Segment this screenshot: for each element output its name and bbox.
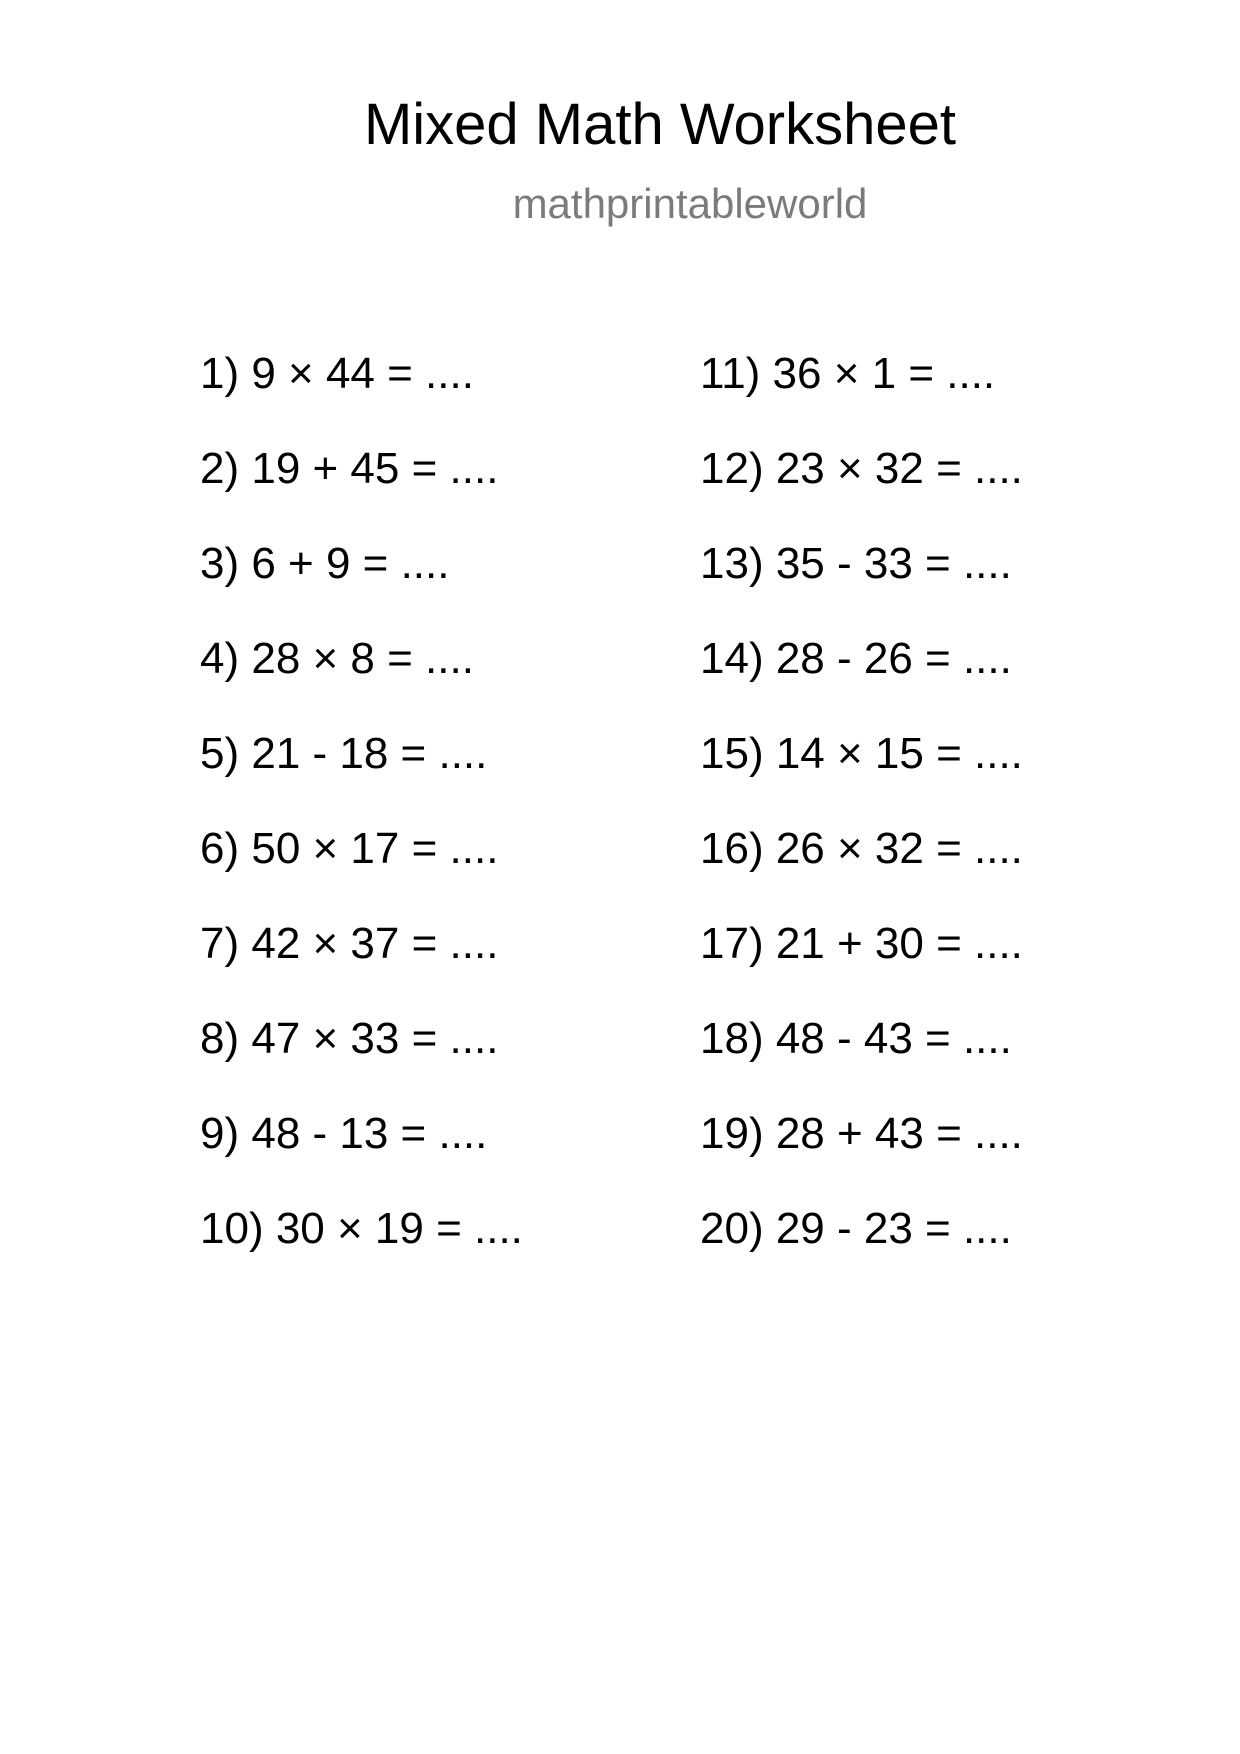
problem-18: 18) 48 - 43 = .... <box>700 1014 1012 1063</box>
problem-column-right <box>700 349 1023 1302</box>
problem-3: 3) 6 + 9 = .... <box>200 539 450 588</box>
problem-12: 12) 23 × 32 = .... <box>700 444 1023 493</box>
problem-19: 19) 28 + 43 = .... <box>700 1109 1023 1158</box>
problem-11: 11) 36 × 1 = .... <box>700 349 996 398</box>
worksheet-title: Mixed Math Worksheet <box>363 92 957 157</box>
problem-5: 5) 21 - 18 = .... <box>200 729 488 778</box>
problem-20: 20) 29 - 23 = .... <box>700 1204 1012 1253</box>
problem-1: 1) 9 × 44 = .... <box>200 349 474 398</box>
worksheet-subtitle: mathprintableworld <box>512 180 868 227</box>
problem-16: 16) 26 × 32 = .... <box>700 824 1023 873</box>
problem-6: 6) 50 × 17 = .... <box>200 824 499 873</box>
problem-4: 4) 28 × 8 = .... <box>200 634 474 683</box>
problem-column-left <box>200 349 523 1302</box>
problem-15: 15) 14 × 15 = .... <box>700 729 1023 778</box>
problem-7: 7) 42 × 37 = .... <box>200 919 499 968</box>
problem-13: 13) 35 - 33 = .... <box>700 539 1012 588</box>
problem-17: 17) 21 + 30 = .... <box>700 919 1023 968</box>
problem-2: 2) 19 + 45 = .... <box>200 444 499 493</box>
problem-14: 14) 28 - 26 = .... <box>700 634 1012 683</box>
problem-8: 8) 47 × 33 = .... <box>200 1014 499 1063</box>
problem-9: 9) 48 - 13 = .... <box>200 1109 488 1158</box>
problem-10: 10) 30 × 19 = .... <box>200 1204 523 1253</box>
